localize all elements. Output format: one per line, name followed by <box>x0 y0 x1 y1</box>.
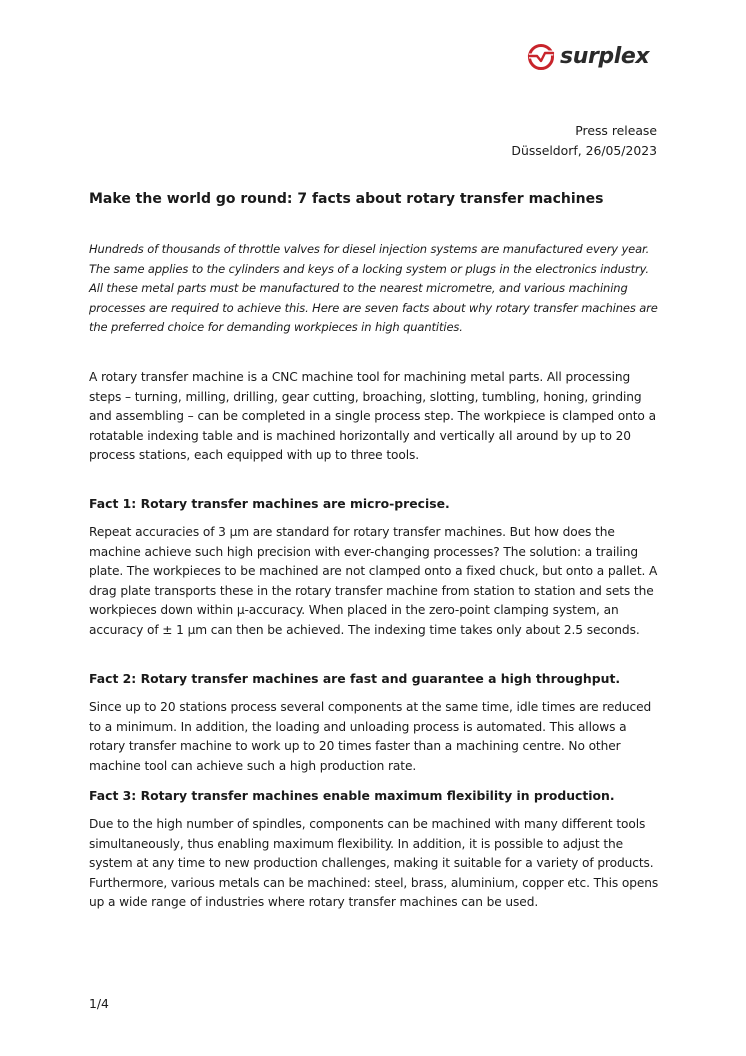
article-intro: Hundreds of thousands of throttle valves for diesel injection systems are manufactured every year. The same applies to the cylinders and keys of a locking system or plugs in the electronics industry. All these metal parts must be manufactured to the nearest micrometre, and various machining processes are required to achieve this. Here are seven facts about why rotary transfer machines are the preferred choice for demanding workpieces in high quantities. <box>89 242 658 334</box>
surplex-logo-icon <box>526 42 556 72</box>
fact-3-heading: Fact 3: Rotary transfer machines enable maximum flexibility in production. <box>89 788 615 803</box>
logo-wordmark: surplex <box>560 44 650 69</box>
fact-2-body: Since up to 20 stations process several components at the same time, idle times are reduced to a minimum. In addition, the loading and unloading process is automated. This allows a rotary transfer machine to work up to 20 times faster than a machining centre. No other machine tool can achieve such a high production rate. <box>89 700 652 773</box>
page-number: 1/4 <box>89 996 109 1011</box>
fact-1-heading: Fact 1: Rotary transfer machines are micro-precise. <box>89 496 450 511</box>
article-title: Make the world go round: 7 facts about rotary transfer machines <box>89 191 604 207</box>
definition-paragraph: A rotary transfer machine is a CNC machine tool for machining metal parts. All processing steps – turning, milling, drilling, gear cutting, broaching, slotting, tumbling, honing, grinding and assembling – can be completed in a single process step. The workpiece is clamped onto a rotatable indexing table and is machined horizontally and vertically all around by up to 20 process stations, each equipped with up to three tools. <box>89 370 656 462</box>
press-release-label: Press release <box>575 123 657 138</box>
fact-1-body: Repeat accuracies of 3 µm are standard for rotary transfer machines. But how does the machine achieve such high precision with ever-changing processes? The solution: a trailing plate. The workpieces to be machined are not clamped onto a fixed chuck, but onto a pallet. A drag plate transports these in the rotary transfer machine from station to station and sets the workpieces down within µ-accuracy. When placed in the zero-point clamping system, an accuracy of ± 1 µm can then be achieved. The indexing time takes only about 2.5 seconds. <box>89 525 658 637</box>
release-meta <box>511 121 657 160</box>
fact-2-heading: Fact 2: Rotary transfer machines are fast and guarantee a high throughput. <box>89 671 621 686</box>
place-date: Düsseldorf, 26/05/2023 <box>511 142 657 158</box>
surplex-logo <box>526 42 649 72</box>
fact-3-body: Due to the high number of spindles, components can be machined with many different tools simultaneously, thus enabling maximum flexibility. In addition, it is possible to adjust the system at any time to new production challenges, making it suitable for a variety of products. Furthermore, various metals can be machined: steel, brass, aluminium, copper etc. This opens up a wide range of industries where rotary transfer machines can be used. <box>89 817 659 909</box>
